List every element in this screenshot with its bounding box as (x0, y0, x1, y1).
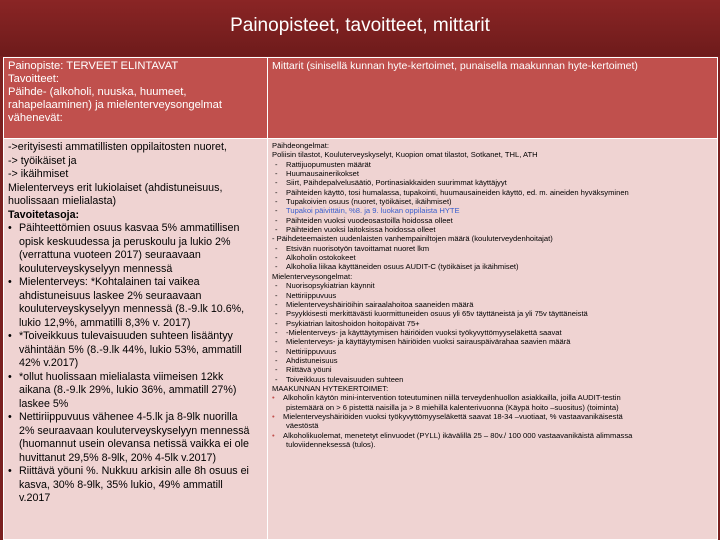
dash-marker: - (275, 159, 278, 169)
metric-text: Etsivän nuorisotyön tavoittamat nuoret lkm (286, 243, 430, 253)
dash-marker: - (275, 243, 278, 253)
target-bullet (8, 222, 263, 276)
dash-marker: - (275, 281, 278, 291)
metric-line (272, 309, 713, 318)
bullet-marker: • (8, 276, 12, 288)
metric-line (272, 169, 713, 178)
metric-text: Päihteiden vuoksi laitoksissa hoidossa olleet (286, 225, 436, 235)
targets-label: Tavoitetasoja: (8, 208, 80, 221)
dash-marker: - (275, 374, 278, 384)
target-bullet-line: opisk keskuudessa ja peruskoulu ja lukio 2% (19, 235, 231, 248)
metric-line (272, 216, 713, 225)
target-group-line: -> ikäihmiset (8, 168, 69, 180)
target-bullet-line: huvittanut 29,5% 8-9lk, 20% 4-5lk v.2017) (19, 451, 217, 464)
target-bullet (8, 371, 263, 412)
metric-line (272, 141, 713, 150)
dash-marker: - (275, 178, 278, 188)
metric-text: Rattijuopumusten määrät (286, 159, 371, 169)
slide-title: Painopisteet, tavoitteet, mittarit (0, 0, 720, 56)
metric-text: Alkoholin käytön mini-intervention toteutuminen niillä terveydenhuollon asiakkailla, joilla AUDIT-testin (283, 393, 621, 403)
goal-line: rahapelaaminen) ja mielenterveysongelmat (8, 99, 222, 111)
dash-marker: - (275, 262, 278, 272)
target-group-line: huolissaan mielialasta) (8, 195, 117, 207)
metric-line (272, 384, 713, 393)
metric-line (272, 244, 713, 253)
target-bullet-text (19, 411, 263, 465)
target-bullet (8, 465, 263, 506)
metric-text: Nettiriippuvuus (286, 346, 337, 356)
metric-line (272, 431, 713, 440)
dash-marker: - (275, 197, 278, 207)
metric-text: Tupakoi päivittäin, %8. ja 9. luokan oppilaista HYTE (286, 206, 460, 216)
target-bullet-list (8, 222, 263, 506)
metric-line (272, 440, 713, 449)
metric-text: Päihteiden vuoksi vuodeosastoilla hoidossa olleet (286, 215, 453, 225)
target-bullet-line: *Toiveikkuus tulevaisuuden suhteen lisääntyy (19, 330, 233, 342)
header-right-cell (268, 58, 718, 139)
bullet-marker: • (8, 411, 12, 423)
dash-marker: - (275, 206, 278, 216)
target-bullet-line: v.2017 (19, 492, 51, 504)
target-bullet-text (19, 330, 263, 371)
metric-line (272, 281, 713, 290)
metric-text: - Päihdeteemaisten uudenlaisten vanhempainiltojen määrä (kouluterveydenhoitajat) (272, 234, 553, 244)
metric-line (272, 178, 713, 187)
bullet-marker: • (8, 330, 12, 342)
metric-line (272, 393, 713, 402)
left-body-cell (4, 139, 268, 540)
metric-line (272, 328, 713, 337)
metric-text: Nettiriippuvuus (286, 290, 337, 300)
dash-marker: - (275, 215, 278, 225)
dash-marker: - (275, 337, 278, 347)
metric-line (272, 188, 713, 197)
target-bullet-line: *ollut huolissaan mielialasta viimeisen 12kk (19, 370, 224, 383)
metric-line (272, 262, 713, 271)
target-bullet-line: (verrattuna vuoteen 2017) seuraavaan (19, 249, 201, 261)
target-bullet-line: Riittävä yöuni %. Nukkuu arkisin alle 8h osuus ei (19, 465, 249, 477)
metric-text: Mielenterveyshäiriöiden vuoksi työkyvyttömyyseläkettä saavat 18-34 –vuotiaat, % vastaavanikäisestä (283, 411, 623, 421)
target-bullet-text (19, 465, 263, 506)
target-bullet (8, 411, 263, 465)
target-bullet (8, 330, 263, 371)
metric-line (272, 347, 713, 356)
metric-line (272, 225, 713, 234)
metric-line (272, 412, 713, 421)
target-bullet-line: 42% v.2017) (19, 357, 79, 369)
metric-line (272, 421, 713, 430)
bullet-marker: • (272, 393, 275, 403)
target-group-line: ->erityisesti ammatillisten oppilaitosten nuoret, (8, 141, 227, 153)
dash-marker: - (275, 318, 278, 328)
focus-area-label: Painopiste: TERVEET ELINTAVAT (8, 60, 179, 72)
metric-line (272, 197, 713, 206)
metric-text: Päihdeongelmat: (272, 141, 329, 150)
target-bullet-text (19, 276, 263, 330)
right-body-cell (268, 139, 718, 540)
metric-line (272, 319, 713, 328)
metric-text: Psykiatrian laitoshoidon hoitopäivät 75+ (286, 318, 420, 328)
target-bullet-line: kouluterveyskyselyyn mennessä (19, 262, 173, 275)
target-bullet-line: aikana (8.-9.lk 29%, lukio 36%, ammatill 27%) (19, 384, 237, 396)
bullet-marker: • (8, 222, 12, 234)
dash-marker: - (275, 187, 278, 197)
goals-label: Tavoitteet: (8, 73, 59, 85)
metric-text: -Mielenterveys- ja käyttäytymisen häiriöiden vuoksi työkyvyttömyyseläkettä saavat (286, 327, 562, 337)
dash-marker: - (275, 309, 278, 319)
dash-marker: - (275, 365, 278, 375)
metric-line (272, 272, 713, 281)
target-bullet-line: laskee 5% (19, 397, 69, 410)
goal-line: Päihde- (alkoholi, nuuska, huumeet, (8, 86, 187, 98)
metric-text: tuloviidenneksessä (tulos). (286, 440, 376, 449)
target-bullet-text (19, 371, 263, 412)
target-bullet-line: Päihteettömien osuus kasvaa 5% ammatillisen (19, 222, 240, 234)
header-left-cell (4, 58, 268, 139)
bullet-marker: • (8, 370, 12, 383)
target-bullet-line: lukio 12,9%, ammatilli 8,3% v. 2017) (19, 316, 191, 329)
metric-line (272, 234, 713, 243)
metric-text: Mielenterveysongelmat: (272, 271, 353, 281)
dash-marker: - (275, 355, 278, 365)
target-bullet-line: Nettiriippuvuus vähenee 4-5.lk ja 8-9lk nuorilla (19, 411, 238, 423)
metric-line (272, 356, 713, 365)
metric-text: Riittävä yöuni (286, 365, 332, 375)
metric-line (272, 337, 713, 346)
target-group-line: -> työikäiset ja (8, 154, 77, 167)
dash-marker: - (275, 169, 278, 179)
metric-text: Mielenterveyshäiriöihin sairaalahoitoa saaneiden määrä (286, 299, 474, 309)
target-bullet-line: Mielenterveys: *Kohtalainen tai vaikea (19, 276, 200, 288)
metric-text: Mielenterveys- ja käyttäytymisen häiriöiden vuoksi sairauspäivärahaa saavien määrä (286, 337, 571, 347)
metric-text: Ahdistuneisuus (286, 355, 338, 365)
goal-line: vähenevät: (8, 112, 63, 124)
metric-line (272, 375, 713, 384)
metric-text: Toiveikkuus tulevaisuuden suhteen (286, 374, 404, 384)
metrics-list (272, 141, 713, 449)
target-bullet-line: kouluterveyskyselyyn mennessä (8.-9.lk 10.6%, (19, 303, 245, 315)
bullet-marker: • (8, 465, 12, 477)
metric-text: Psyykkisesti merkittävästi kuormittuneiden osuus yli 65v täyttäneistä ja yli 75v täyttäneistä (286, 309, 588, 319)
target-bullet-line: (huomannut usein olevansa netissä vaikka ei ole (19, 438, 249, 450)
metric-line (272, 206, 713, 215)
dash-marker: - (275, 327, 278, 337)
target-bullet (8, 276, 263, 330)
dash-marker: - (275, 290, 278, 300)
dash-marker: - (275, 225, 278, 235)
content-table (3, 57, 718, 540)
target-bullet-line: ahdistuneisuus laskee 2% seuraavaan (19, 289, 202, 302)
metric-text: Nuorisopsykiatrian käynnit (286, 281, 375, 291)
metric-line (272, 253, 713, 262)
metric-text: Poliisin tilastot, Kouluterveyskyselyt, Kuopion omat tilastot, Sotkanet, THL, ATH (272, 150, 538, 160)
bullet-marker: • (272, 411, 275, 421)
metric-text: Alkoholikuolemat, menetetyt elinvuodet (PYLL) ikävälillä 25 – 80v./ 100 000 vastaavanikäistä alimmassa (283, 430, 633, 440)
metric-line (272, 160, 713, 169)
metric-line (272, 150, 713, 159)
metric-text: MAAKUNNAN HYTEKERTOIMET: (272, 383, 389, 393)
metric-line (272, 300, 713, 309)
dash-marker: - (275, 253, 278, 263)
metric-text: Alkoholia liikaa käyttäneiden osuus AUDIT-C (työikäiset ja ikäihmiset) (286, 262, 519, 272)
metric-text: Alkoholin ostokokeet (286, 253, 356, 263)
metric-text: Päihteiden käyttö, tosi humalassa, tupakointi, huumausaineiden käyttö, ed. m. aineiden hyväksyminen (286, 187, 629, 197)
metric-line (272, 291, 713, 300)
metric-line (272, 365, 713, 374)
metric-text: Huumausainerikokset (286, 169, 360, 179)
target-bullet-line: 2% seuraavaan kouluterveyskyselyyn mennessä (19, 424, 250, 437)
target-bullet-line: vähintään 5% (8.-9.lk 44%, lukio 53%, ammatill (19, 343, 242, 356)
target-bullet-line: kasva, 30% 8-9lk, 35% lukio, 49% ammatill (19, 478, 223, 491)
metric-line (272, 403, 713, 412)
metrics-heading: Mittarit (sinisellä kunnan hyte-kertoimet, punaisella maakunnan hyte-kertoimet) (272, 60, 638, 72)
bullet-marker: • (272, 430, 275, 440)
target-bullet-text (19, 222, 263, 276)
dash-marker: - (275, 346, 278, 356)
target-group-line: Mielenterveys erit lukiolaiset (ahdistuneisuus, (8, 181, 223, 194)
metric-text: Tupakoivien osuus (nuoret, työikäiset, ikäihmiset) (286, 197, 452, 207)
dash-marker: - (275, 299, 278, 309)
metric-text: Siirt, Päihdepalvelusäätiö, Portinasiakkaiden suurimmat käyttäjyyt (286, 178, 507, 188)
metric-text: väestöstä (286, 421, 319, 431)
metric-text: pistemäärä on > 6 pistettä naisilla ja > 8 miehillä kalenterivuonna (Käypä hoito –suositus) (toiminta) (286, 402, 619, 412)
